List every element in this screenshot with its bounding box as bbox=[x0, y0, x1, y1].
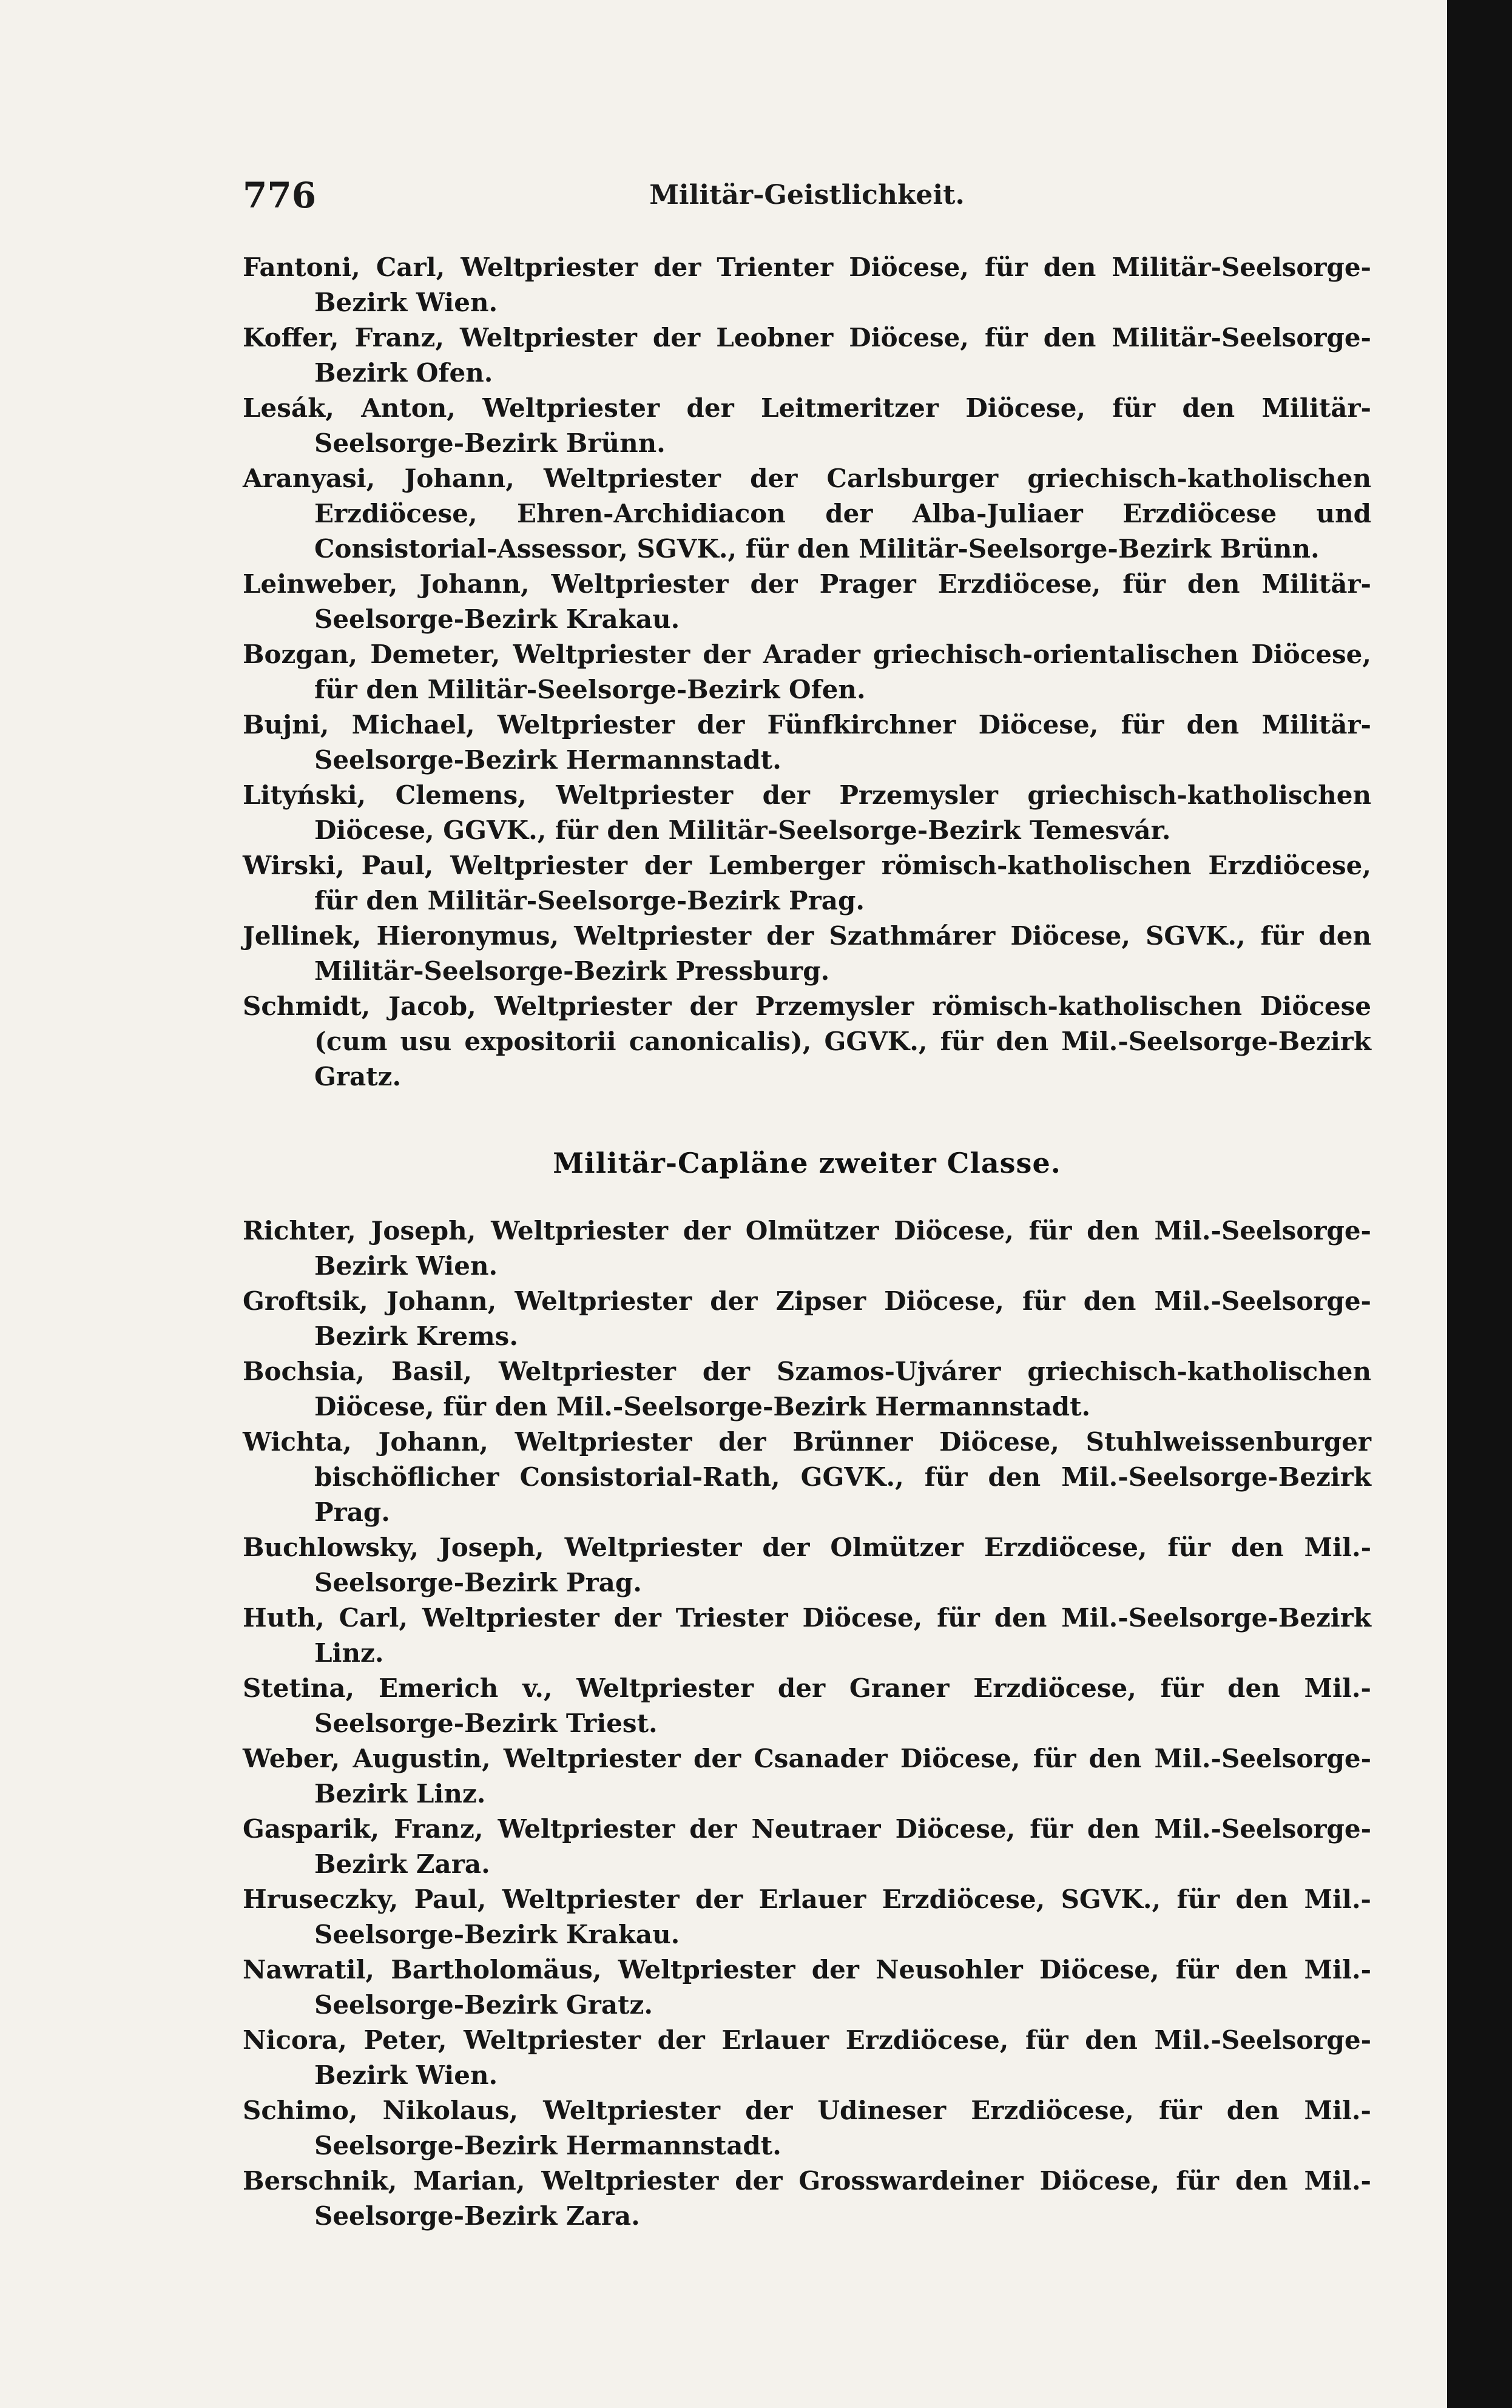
list-item: Jellinek, Hieronymus, Weltpriester der Szathmárer Diöcese, SGVK., für den Militär-Seelsorge-Bezirk Pressburg. bbox=[243, 921, 1371, 986]
list-item: Schmidt, Jacob, Weltpriester der Przemysler römisch-katholischen Diöcese (cum usu expositorii canonicalis), GGVK., für den Mil.-Seelsorge-Bezirk Gratz. bbox=[243, 991, 1371, 1091]
list-item: Wirski, Paul, Weltpriester der Lemberger römisch-katholischen Erzdiöcese, für den Militär-Seelsorge-Bezirk Prag. bbox=[243, 851, 1371, 916]
list-item: Weber, Augustin, Weltpriester der Csanader Diöcese, für den Mil.-Seelsorge-Bezirk Linz. bbox=[243, 1744, 1371, 1809]
list-item: Aranyasi, Johann, Weltpriester der Carlsburger griechisch-katholischen Erzdiöcese, Ehren-Archidiacon der Alba-Juliaer Erzdiöcese und Consistorial-Assessor, SGVK., für den Militär-Seelsorge-Bezirk Brünn. bbox=[243, 464, 1371, 564]
page-number: 776 bbox=[243, 175, 317, 216]
list-item: Lesák, Anton, Weltpriester der Leitmeritzer Diöcese, für den Militär-Seelsorge-Bezirk Brünn. bbox=[243, 393, 1371, 458]
list-item: Huth, Carl, Weltpriester der Triester Diöcese, für den Mil.-Seelsorge-Bezirk Linz. bbox=[243, 1603, 1371, 1668]
running-title: Militär-Geistlichkeit. bbox=[649, 180, 965, 211]
list-item: Leinweber, Johann, Weltpriester der Prager Erzdiöcese, für den Militär-Seelsorge-Bezirk Krakau. bbox=[243, 569, 1371, 634]
list-item: Lityński, Clemens, Weltpriester der Przemysler griechisch-katholischen Diöcese, GGVK., für den Militär-Seelsorge-Bezirk Temesvár. bbox=[243, 780, 1371, 845]
list-item: Fantoni, Carl, Weltpriester der Trienter Diöcese, für den Militär-Seelsorge-Bezirk Wien. bbox=[243, 252, 1371, 317]
section-heading: Militär-Capläne zweiter Classe. bbox=[553, 1147, 1061, 1179]
list-item: Gasparik, Franz, Weltpriester der Neutraer Diöcese, für den Mil.-Seelsorge-Bezirk Zara. bbox=[243, 1814, 1371, 1879]
list-item: Hruseczky, Paul, Weltpriester der Erlauer Erzdiöcese, SGVK., für den Mil.-Seelsorge-Bezirk Krakau. bbox=[243, 1884, 1371, 1949]
running-head bbox=[243, 175, 1371, 217]
list-item: Berschnik, Marian, Weltpriester der Grosswardeiner Diöcese, für den Mil.-Seelsorge-Bezirk Zara. bbox=[243, 2166, 1371, 2231]
list-item: Richter, Joseph, Weltpriester der Olmützer Diöcese, für den Mil.-Seelsorge-Bezirk Wien. bbox=[243, 1216, 1371, 1281]
list-item: Bozgan, Demeter, Weltpriester der Arader griechisch-orientalischen Diöcese, für den Militär-Seelsorge-Bezirk Ofen. bbox=[243, 639, 1371, 704]
list-item: Bochsia, Basil, Weltpriester der Szamos-Ujvárer griechisch-katholischen Diöcese, für den Mil.-Seelsorge-Bezirk Hermannstadt. bbox=[243, 1357, 1371, 1422]
list-item: Nicora, Peter, Weltpriester der Erlauer Erzdiöcese, für den Mil.-Seelsorge-Bezirk Wien. bbox=[243, 2025, 1371, 2090]
list-item: Groftsik, Johann, Weltpriester der Zipser Diöcese, für den Mil.-Seelsorge-Bezirk Krems. bbox=[243, 1286, 1371, 1351]
list-item: Koffer, Franz, Weltpriester der Leobner Diöcese, für den Militär-Seelsorge-Bezirk Ofen. bbox=[243, 323, 1371, 388]
list-item: Wichta, Johann, Weltpriester der Brünner Diöcese, Stuhlweissenburger bischöflicher Consistorial-Rath, GGVK., für den Mil.-Seelsorge-Bezirk Prag. bbox=[243, 1427, 1371, 1527]
list-item: Stetina, Emerich v., Weltpriester der Graner Erzdiöcese, für den Mil.-Seelsorge-Bezirk Triest. bbox=[243, 1673, 1371, 1738]
list-item: Schimo, Nikolaus, Weltpriester der Udineser Erzdiöcese, für den Mil.-Seelsorge-Bezirk Hermannstadt. bbox=[243, 2096, 1371, 2160]
list-item: Bujni, Michael, Weltpriester der Fünfkirchner Diöcese, für den Militär-Seelsorge-Bezirk Hermannstadt. bbox=[243, 710, 1371, 775]
list-item: Buchlowsky, Joseph, Weltpriester der Olmützer Erzdiöcese, für den Mil.-Seelsorge-Bezirk Prag. bbox=[243, 1533, 1371, 1597]
entries-list-second-class bbox=[243, 1213, 1371, 2234]
entries-list-first-class bbox=[243, 250, 1371, 1094]
scan-border bbox=[1447, 0, 1512, 2408]
list-item: Nawratil, Bartholomäus, Weltpriester der Neusohler Diöcese, für den Mil.-Seelsorge-Bezirk Gratz. bbox=[243, 1955, 1371, 2020]
